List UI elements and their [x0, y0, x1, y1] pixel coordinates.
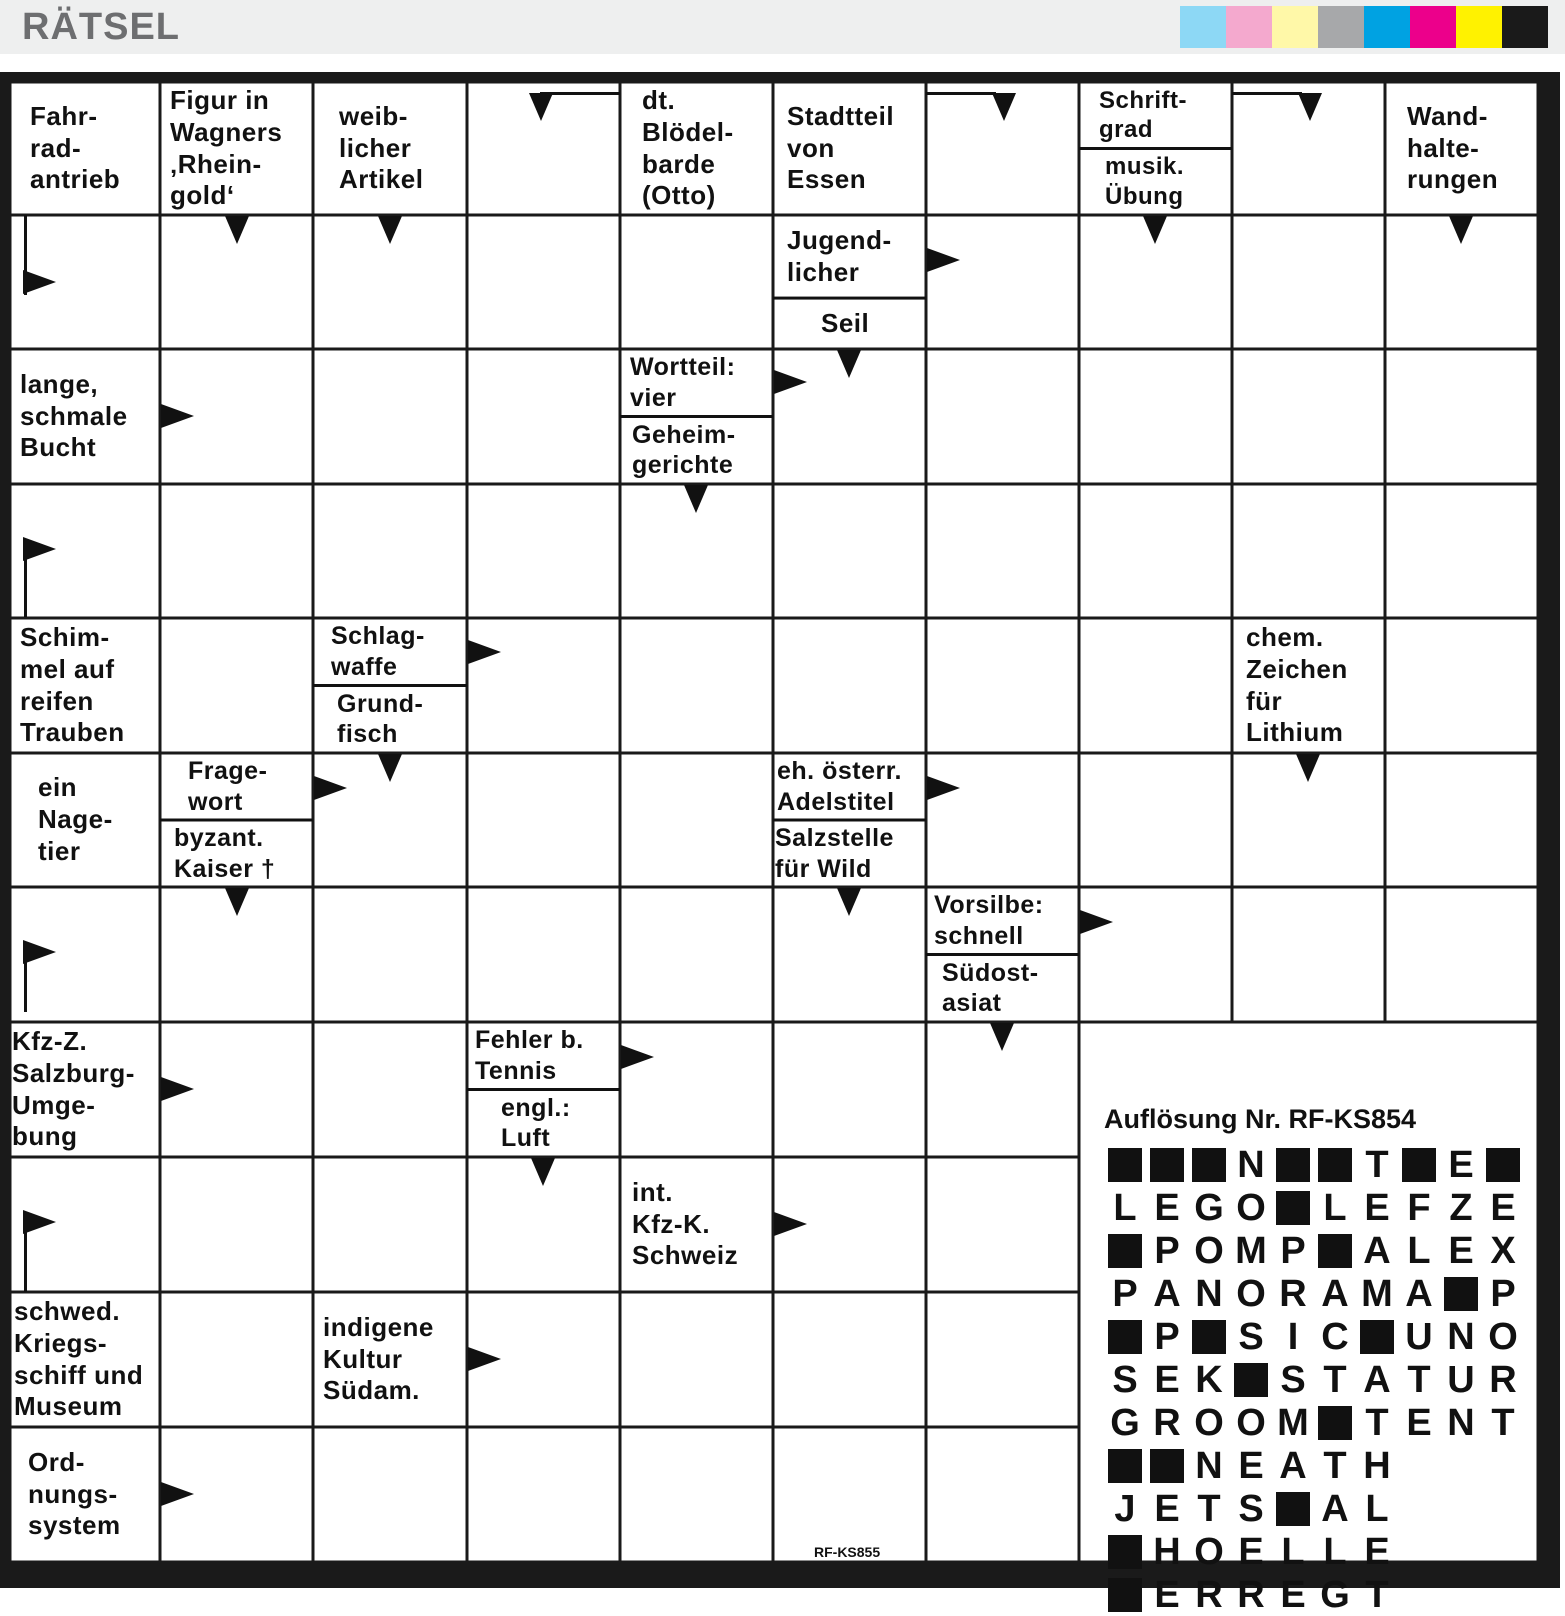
clue-c24: [942, 955, 1079, 1023]
clue-c19: [188, 753, 313, 820]
solution-block: [1276, 1148, 1310, 1182]
solution-letter: T: [1323, 1359, 1347, 1401]
solution-block: [1402, 1148, 1436, 1182]
arrow-down-icon: [1298, 93, 1322, 121]
solution-letter: N: [1447, 1402, 1475, 1444]
clue-text: dt. Blödel- barde (Otto): [642, 85, 734, 211]
clue-c2: [170, 82, 313, 215]
arrow-down-icon: [225, 888, 249, 916]
solution-letter: A: [1321, 1488, 1349, 1530]
solution-letter: O: [1488, 1316, 1518, 1358]
solution-row: [1104, 1402, 1524, 1444]
color-swatch-7: [1456, 6, 1502, 48]
clue-text: lange, schmale Bucht: [20, 368, 128, 463]
arrow-down-icon: [992, 93, 1016, 121]
solution-letter: E: [1154, 1574, 1180, 1616]
solution-letter: O: [1194, 1531, 1224, 1573]
solution-letter: F: [1407, 1187, 1431, 1229]
grid-cell[interactable]: [1081, 620, 1231, 752]
grid-cell[interactable]: [928, 217, 1078, 348]
solution-block: [1108, 1320, 1142, 1354]
solution-block: [1360, 1320, 1394, 1354]
arrow-down-icon: [378, 216, 402, 244]
solution-block: [1486, 1148, 1520, 1182]
solution-letter: X: [1490, 1230, 1516, 1272]
clue-text: eh. österr. Adelstitel: [777, 757, 902, 816]
arrow-right-icon: [161, 1077, 194, 1101]
grid-cell[interactable]: [622, 1429, 772, 1561]
solution-block: [1234, 1363, 1268, 1397]
puzzle-code: RF-KS855: [814, 1544, 881, 1560]
solution-letter: O: [1194, 1230, 1224, 1272]
solution-letter: R: [1153, 1402, 1181, 1444]
solution-letter: T: [1365, 1144, 1389, 1186]
solution-block: [1318, 1406, 1352, 1440]
clue-text: Salzstelle für Wild: [775, 824, 894, 883]
solution-row: [1104, 1574, 1398, 1616]
arrow-right-icon: [314, 776, 347, 800]
clue-text: schwed. Kriegs- schiff und Museum: [14, 1296, 144, 1422]
solution-letter: A: [1321, 1273, 1349, 1315]
clue-text: Ord- nungs- system: [28, 1446, 121, 1541]
solution-letter: N: [1195, 1445, 1223, 1487]
color-swatch-6: [1410, 6, 1456, 48]
solution-row: [1104, 1359, 1524, 1401]
grid-cell[interactable]: [469, 755, 619, 886]
solution-letter: G: [1320, 1574, 1350, 1616]
solution-block: [1444, 1277, 1478, 1311]
grid-cell[interactable]: [1234, 486, 1384, 617]
solution-letter: R: [1489, 1359, 1517, 1401]
grid-cell[interactable]: [1387, 620, 1537, 752]
grid-cell[interactable]: [775, 1429, 925, 1561]
solution-block: [1318, 1234, 1352, 1268]
clue-c28: [632, 1157, 773, 1292]
clue-c4: [642, 82, 773, 215]
solution-letter: A: [1363, 1230, 1391, 1272]
arrow-stem: [24, 942, 27, 1012]
arrow-down-icon: [990, 1023, 1014, 1051]
clue-text: engl.: Luft: [501, 1093, 571, 1153]
clue-c27: [501, 1090, 620, 1158]
solution-letter: S: [1238, 1488, 1264, 1530]
grid-cell[interactable]: [775, 486, 925, 617]
solution-letter: A: [1363, 1359, 1391, 1401]
solution-row: [1104, 1316, 1524, 1358]
solution-title: Auflösung Nr. RF-KS854: [1104, 1104, 1417, 1134]
solution-block: [1276, 1492, 1310, 1526]
clue-text: Geheim- gerichte: [632, 420, 736, 480]
grid-cell[interactable]: [622, 755, 772, 886]
solution-letter: O: [1236, 1273, 1266, 1315]
clue-text: Wand- halte- rungen: [1407, 100, 1499, 195]
grid-cell[interactable]: [162, 620, 312, 752]
clue-c20: [174, 820, 313, 887]
grid-cell[interactable]: [469, 217, 619, 348]
solution-letter: M: [1235, 1230, 1267, 1272]
clue-c7: [1105, 149, 1232, 216]
clue-c22: [775, 820, 926, 887]
grid-cell[interactable]: [162, 1294, 312, 1426]
clue-text: weib- licher Artikel: [339, 100, 424, 195]
clue-c13: [632, 417, 773, 485]
arrow-right-icon: [23, 270, 56, 294]
solution-block: [1192, 1320, 1226, 1354]
solution-row: [1104, 1445, 1398, 1487]
solution-letter: A: [1279, 1445, 1307, 1487]
solution-letter: G: [1110, 1402, 1140, 1444]
arrow-stem: [1232, 92, 1302, 95]
solution-letter: M: [1361, 1273, 1393, 1315]
grid-cell[interactable]: [162, 486, 312, 617]
solution-letter: E: [1448, 1230, 1474, 1272]
solution-letter: S: [1238, 1316, 1264, 1358]
color-swatches: [1180, 6, 1548, 48]
solution-row: [1104, 1488, 1398, 1530]
grid-cell[interactable]: [1234, 351, 1384, 483]
clue-c18: [38, 753, 160, 887]
color-swatch-8: [1502, 6, 1548, 48]
page-title: RÄTSEL: [22, 6, 180, 48]
grid-cell[interactable]: [1081, 486, 1231, 617]
arrow-down-icon: [1449, 216, 1473, 244]
grid-cell[interactable]: [315, 1024, 466, 1156]
solution-letter: T: [1407, 1359, 1431, 1401]
color-swatch-3: [1272, 6, 1318, 48]
grid-cell[interactable]: [469, 351, 619, 483]
arrow-down-icon: [531, 1158, 555, 1186]
clue-text: Südost- asiat: [942, 958, 1039, 1018]
solution-letter: E: [1238, 1445, 1264, 1487]
grid-cell[interactable]: [1081, 351, 1231, 483]
solution-letter: S: [1280, 1359, 1306, 1401]
solution-block: [1108, 1234, 1142, 1268]
grid-cell[interactable]: [1234, 889, 1384, 1021]
solution-letter: L: [1323, 1187, 1347, 1229]
grid-cell[interactable]: [928, 1294, 1078, 1426]
grid-cell[interactable]: [928, 755, 1078, 886]
solution-letter: O: [1194, 1402, 1224, 1444]
solution-letter: T: [1365, 1402, 1389, 1444]
clue-text: Frage- wort: [188, 757, 268, 816]
clue-text: Wortteil: vier: [630, 353, 736, 412]
crossword-puzzle: [0, 72, 1560, 1616]
header-bar: [0, 0, 1565, 54]
solution-letter: R: [1279, 1273, 1307, 1315]
grid-cell[interactable]: [315, 1429, 466, 1561]
arrow-right-icon: [774, 370, 807, 394]
color-swatch-4: [1318, 6, 1364, 48]
grid-cell[interactable]: [775, 1024, 925, 1156]
arrow-right-icon: [927, 248, 960, 272]
clue-text: Schrift- grad: [1099, 86, 1187, 144]
solution-letter: R: [1195, 1574, 1223, 1616]
solution-row: [1104, 1144, 1524, 1186]
solution-letter: O: [1236, 1402, 1266, 1444]
color-swatch-1: [1180, 6, 1226, 48]
clue-text: Stadtteil von Essen: [787, 100, 895, 195]
clue-c26: [475, 1022, 620, 1090]
clue-c3: [339, 82, 467, 215]
clue-text: Fehler b. Tennis: [475, 1026, 584, 1085]
solution-letter: N: [1237, 1144, 1265, 1186]
solution-letter: P: [1280, 1230, 1306, 1272]
solution-block: [1318, 1148, 1352, 1182]
solution-block: [1150, 1148, 1184, 1182]
clue-c11: [20, 349, 160, 484]
solution-block: [1108, 1449, 1142, 1483]
grid-cell[interactable]: [622, 1024, 772, 1156]
grid-cell[interactable]: [315, 486, 466, 617]
clue-c17: [1246, 618, 1385, 753]
grid-cell[interactable]: [315, 351, 466, 483]
grid-cell[interactable]: [1081, 755, 1231, 886]
grid-cell[interactable]: [928, 351, 1078, 483]
solution-letter: G: [1194, 1187, 1224, 1229]
solution-letter: E: [1448, 1144, 1474, 1186]
clue-text: byzant. Kaiser †: [174, 824, 276, 883]
solution-letter: L: [1365, 1488, 1389, 1530]
solution-letter: L: [1407, 1230, 1431, 1272]
clue-c21: [777, 753, 926, 820]
solution-letter: T: [1323, 1445, 1347, 1487]
solution-letter: T: [1365, 1574, 1389, 1616]
arrow-right-icon: [927, 776, 960, 800]
arrow-down-icon: [684, 485, 708, 513]
arrow-down-icon: [837, 350, 861, 378]
arrow-down-icon: [378, 754, 402, 782]
grid-cell[interactable]: [775, 1294, 925, 1426]
solution-letter: E: [1406, 1402, 1432, 1444]
grid-cell[interactable]: [928, 486, 1078, 617]
arrow-right-icon: [23, 940, 56, 964]
color-swatch-5: [1364, 6, 1410, 48]
grid-cell[interactable]: [1387, 351, 1537, 483]
arrow-right-icon: [774, 1212, 807, 1236]
clue-c5: [787, 82, 926, 215]
solution-letter: L: [1113, 1187, 1137, 1229]
solution-letter: Z: [1449, 1187, 1473, 1229]
arrow-down-icon: [1143, 216, 1167, 244]
grid-cell[interactable]: [1387, 486, 1537, 617]
grid-cell[interactable]: [469, 889, 619, 1021]
clue-c14: [20, 618, 160, 753]
solution-letter: N: [1447, 1316, 1475, 1358]
grid-cell[interactable]: [622, 889, 772, 1021]
solution-letter: L: [1323, 1531, 1347, 1573]
clue-c29: [14, 1292, 160, 1427]
grid-cell[interactable]: [315, 889, 466, 1021]
grid-cell[interactable]: [928, 620, 1078, 752]
arrow-down-icon: [837, 888, 861, 916]
solution-letter: I: [1287, 1316, 1299, 1358]
clue-c31: [28, 1427, 160, 1562]
arrow-right-icon: [23, 1210, 56, 1234]
solution-letter: U: [1405, 1316, 1433, 1358]
grid-cell[interactable]: [622, 217, 772, 348]
grid-cell[interactable]: [469, 1429, 619, 1561]
solution-block: [1150, 1449, 1184, 1483]
clue-text: Jugend- licher: [787, 224, 892, 287]
clue-text: Fahr- rad- antrieb: [30, 100, 121, 195]
grid-cell[interactable]: [315, 1159, 466, 1291]
clue-c9: [787, 215, 926, 298]
grid-cell[interactable]: [622, 1294, 772, 1426]
solution-letter: E: [1154, 1187, 1180, 1229]
clue-text: Vorsilbe: schnell: [934, 891, 1044, 950]
solution-letter: E: [1238, 1531, 1264, 1573]
clue-c23: [934, 887, 1079, 955]
arrow-right-icon: [23, 537, 56, 561]
solution-letter: E: [1364, 1187, 1390, 1229]
clue-text: Kfz-Z. Salzburg- Umge- bung: [12, 1026, 135, 1152]
solution-letter: K: [1195, 1359, 1223, 1401]
solution-letter: H: [1363, 1445, 1391, 1487]
clue-c25: [12, 1022, 160, 1157]
arrow-down-icon: [529, 93, 553, 121]
color-swatch-2: [1226, 6, 1272, 48]
arrow-right-icon: [161, 1482, 194, 1506]
solution-letter: S: [1112, 1359, 1138, 1401]
arrow-down-icon: [225, 216, 249, 244]
grid-cell[interactable]: [928, 1159, 1078, 1291]
solution-block: [1276, 1191, 1310, 1225]
solution-letter: H: [1153, 1531, 1181, 1573]
clue-text: Grund- fisch: [337, 689, 424, 749]
arrow-right-icon: [468, 640, 501, 664]
solution-row: [1104, 1230, 1524, 1272]
solution-letter: E: [1154, 1359, 1180, 1401]
arrow-right-icon: [1080, 910, 1113, 934]
arrow-stem: [540, 92, 620, 95]
clue-c8: [1407, 82, 1538, 215]
grid-cell[interactable]: [775, 620, 925, 752]
clue-text: indigene Kultur Südam.: [323, 1311, 434, 1406]
arrow-stem: [24, 215, 27, 295]
solution-letter: E: [1490, 1187, 1516, 1229]
solution-letter: P: [1154, 1230, 1180, 1272]
clue-text: chem. Zeichen für Lithium: [1246, 622, 1348, 748]
grid-cell[interactable]: [162, 1159, 312, 1291]
grid-cell[interactable]: [1081, 889, 1231, 1021]
solution-letter: E: [1154, 1488, 1180, 1530]
arrow-right-icon: [621, 1045, 654, 1069]
solution-block: [1108, 1578, 1142, 1612]
arrow-right-icon: [161, 404, 194, 428]
arrow-stem: [24, 549, 27, 617]
solution-letter: P: [1112, 1273, 1138, 1315]
solution-letter: O: [1236, 1187, 1266, 1229]
solution-row: [1104, 1187, 1524, 1229]
grid-cell[interactable]: [469, 486, 619, 617]
clue-text: int. Kfz-K. Schweiz: [632, 1176, 739, 1271]
clue-text: Schlag- waffe: [331, 622, 425, 681]
arrow-down-icon: [1296, 754, 1320, 782]
arrow-stem: [24, 1222, 27, 1292]
solution-letter: C: [1321, 1316, 1349, 1358]
solution-letter: N: [1195, 1273, 1223, 1315]
clue-text: Figur in Wagners ‚Rhein- gold‘: [170, 85, 283, 211]
solution-letter: T: [1197, 1488, 1221, 1530]
clue-c10: [821, 298, 926, 349]
solution-letter: E: [1364, 1531, 1390, 1573]
solution-letter: J: [1114, 1488, 1136, 1530]
solution-letter: E: [1280, 1574, 1306, 1616]
clue-text: musik. Übung: [1105, 153, 1185, 210]
solution-letter: P: [1490, 1273, 1516, 1315]
solution-row: [1104, 1531, 1398, 1573]
solution-letter: R: [1237, 1574, 1265, 1616]
solution-letter: P: [1154, 1316, 1180, 1358]
grid-cell[interactable]: [1387, 889, 1537, 1021]
clue-c15: [331, 618, 467, 686]
clue-text: Schim- mel auf reifen Trauben: [20, 622, 125, 748]
clue-c1: [30, 82, 160, 215]
solution-letter: L: [1281, 1531, 1305, 1573]
solution-block: [1108, 1148, 1142, 1182]
solution-block: [1192, 1148, 1226, 1182]
clue-c6: [1099, 82, 1232, 149]
solution-letter: A: [1153, 1273, 1181, 1315]
solution-letter: A: [1405, 1273, 1433, 1315]
solution-letter: M: [1277, 1402, 1309, 1444]
clue-c12: [630, 349, 773, 417]
solution-row: [1104, 1273, 1524, 1315]
grid-cell[interactable]: [622, 620, 772, 752]
grid-cell[interactable]: [928, 1429, 1078, 1561]
clue-text: ein Nage- tier: [38, 772, 113, 866]
grid-cell[interactable]: [1387, 755, 1537, 886]
clue-c30: [323, 1292, 467, 1427]
solution-letter: U: [1447, 1359, 1475, 1401]
solution-block: [1108, 1535, 1142, 1569]
arrow-right-icon: [468, 1347, 501, 1371]
clue-text: Seil: [821, 307, 870, 338]
solution-letter: T: [1491, 1402, 1515, 1444]
grid-cell[interactable]: [1234, 217, 1384, 348]
clue-c16: [337, 686, 467, 754]
arrow-stem: [926, 92, 996, 95]
